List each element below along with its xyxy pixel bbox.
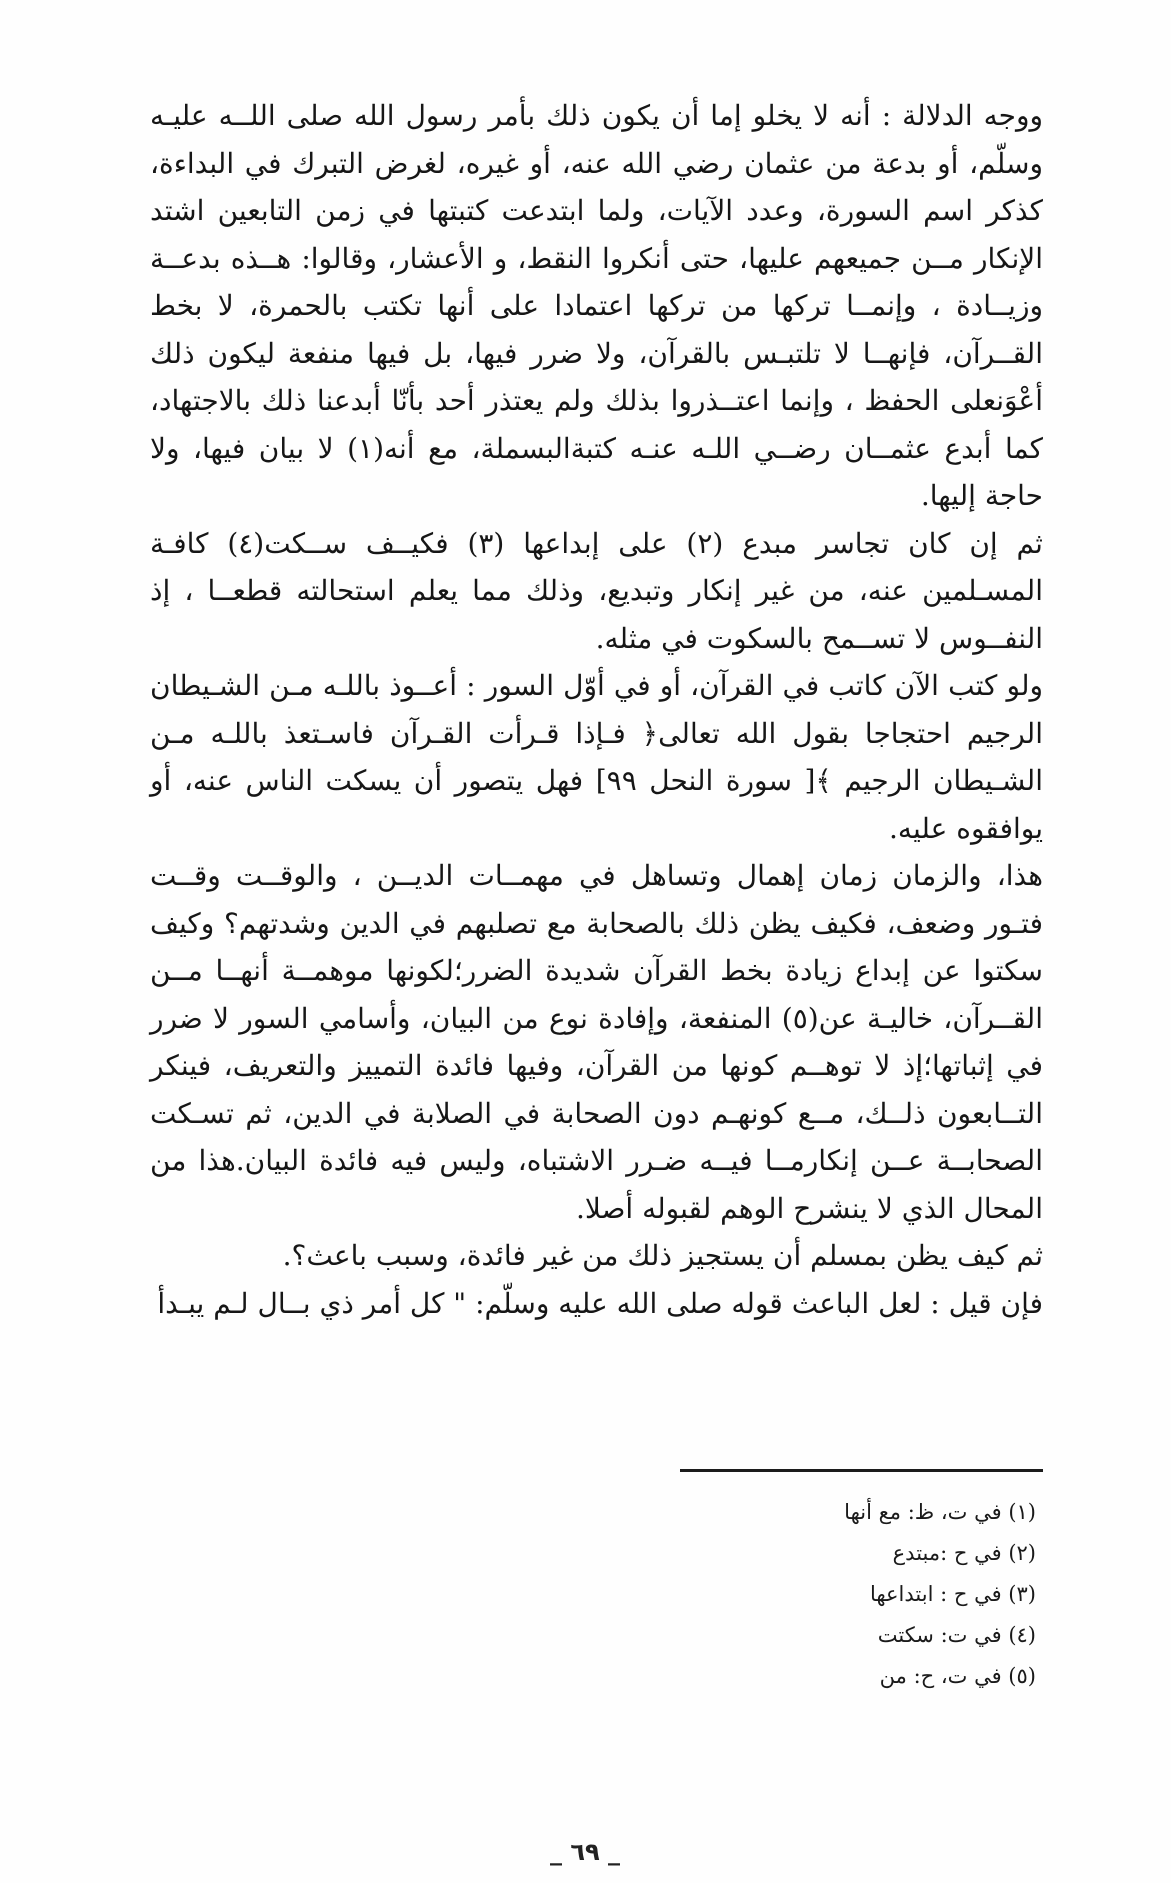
footnote-2: (٢) في ح :مبتدع	[892, 1541, 1036, 1565]
footnote-divider	[680, 1469, 1043, 1472]
footnote-4: (٤) في ت: سكتت	[877, 1623, 1036, 1647]
footnote-3: (٣) في ح : ابتداعها	[869, 1582, 1036, 1606]
footnote-1: (١) في ت، ظ: مع أنها	[844, 1500, 1036, 1524]
paragraph-2: ثم إن كان تجاسر مبدع (٢) على إبداعها (٣) فكيــف ســكت(٤) كافـة المسـلمين عنه، من غير إنكار وتبديع، وذلك مما يعلم استحالته قطعــا ، إذ النفــوس لا تســمح بالسكوت في مثله.	[150, 526, 1043, 655]
paragraph-4: هذا، والزمان زمان إهمال وتساهل في مهمــات الديــن ، والوقــت وقــت فتـور وضعف، فكيف يظن ذلك بالصحابة مع تصلبهم في الدين وشدتهم؟ وكيف سكتوا عن إبداع زيادة بخط القرآن شديدة الضرر؛لكونها موهمــة أنهــا مــن القــرآن، خاليـة عن(٥) المنفعة، وإفادة نوع من البيان، وأسامي السور لا ضرر في إثباتها؛إذ لا توهــم كونها من القرآن، وفيها فائدة التمييز والتعريف، فينكر التــابعون ذلــك، مــع كونهـم دون الصحابة في الصلابة في الدين، ثم تسـكت الصحابــة عــن إنكارمــا فيــه ضـرر الاشتباه، وليس فيه فائدة البيان.هذا من المحال الذي لا ينشرح الوهم لقبوله أصلا.	[150, 859, 1043, 1225]
footnote-5: (٥) في ت، ح: من	[879, 1664, 1036, 1688]
paragraph-6: فإن قيل : لعل الباعث قوله صلى الله عليه وسلّم: " كل أمر ذي بــال لـم يبـدأ	[157, 1286, 1043, 1320]
footnotes	[600, 1492, 1036, 1697]
page-number: _ ٦٩ _	[549, 1838, 620, 1866]
main-text	[150, 92, 1043, 1327]
paragraph-1: ووجه الدلالة : أنه لا يخلو إما أن يكون ذلك بأمر رسول الله صلى اللــه عليـه وسلّم، أو بدعة من عثمان رضي الله عنه، أو غيره، لغرض التبرك في البداءة، كذكر اسم السورة، وعدد الآيات، ولما ابتدعت كتبتها في زمن التابعين اشتد الإنكار مــن جميعهم عليها، حتى أنكروا النقط، و الأعشار، وقالوا: هــذه بدعــة وزيــادة ، وإنمــا تركها من تركها اعتمادا على أنها تكتب بالحمرة، لا بخط القــرآن، فإنهــا لا تلتبـس بالقرآن، ولا ضرر فيها، بل فيها منفعة ليكون ذلك أعْوَنعلى الحفظ ، وإنما اعتــذروا بذلك ولم يعتذر أحد بأنّا أبدعنا ذلك بالاجتهاد، كما أبدع عثمــان رضــي اللـه عنـه كتبةالبسملة، مع أنه(١) لا بيان فيها، ولا حاجة إليها.	[150, 99, 1043, 512]
paragraph-3: ولو كتب الآن كاتب في القرآن، أو في أوّل السور : أعــوذ باللـه مـن الشـيطان الرجيم احتجاجا بقول الله تعالى﴿ فـإذا قـرأت القـرآن فاسـتعذ باللـه مـن الشـيطان الرجيم ﴾[ سورة النحل ٩٩] فهل يتصور أن يسكت الناس عنه، أو يوافقوه عليه.	[150, 669, 1043, 845]
paragraph-5: ثم كيف يظن بمسلم أن يستجيز ذلك من غير فائدة، وسبب باعث؟.	[282, 1239, 1043, 1272]
